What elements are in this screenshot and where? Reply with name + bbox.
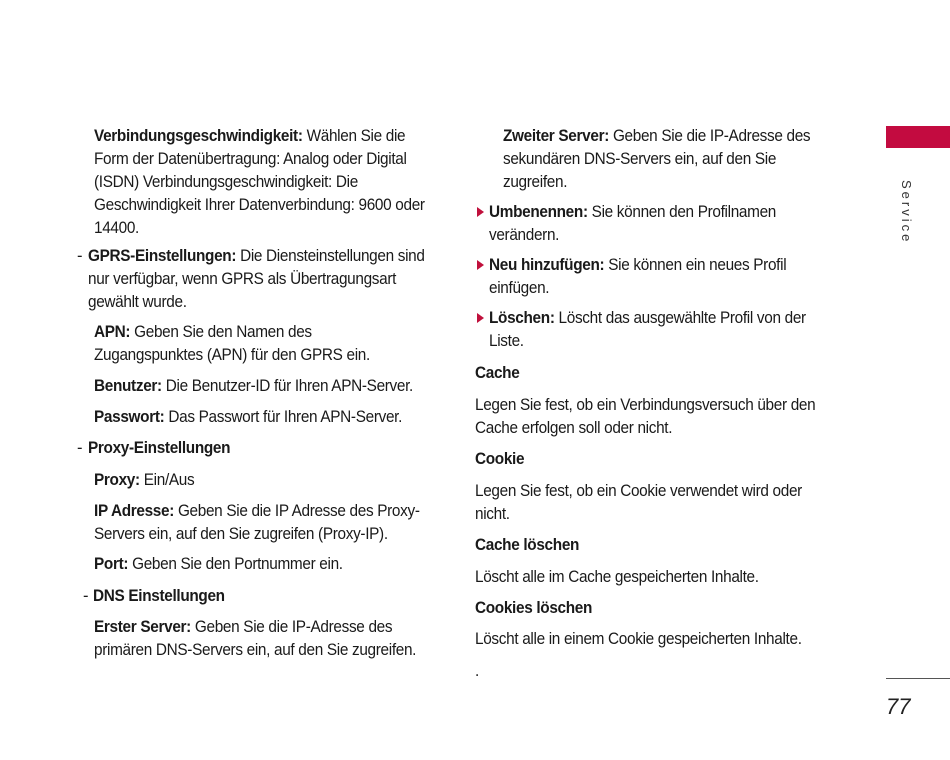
benutzer-paragraph [94,375,447,398]
erster-paragraph [94,616,443,662]
apn-term: APN: [94,323,131,341]
umbenennen-paragraph [489,201,805,247]
proxy-dash: - [77,439,83,457]
passwort-text: Das Passwort für Ihren APN-Server. [164,408,403,426]
neu-paragraph [489,254,810,300]
cookies-loeschen-text: Löscht alle in einem Cookie gespeicherten Inhalte. [475,630,802,648]
cache-text: Legen Sie fest, ob ein Verbindungsversuch über den Cache erfolgen soll oder nicht. [475,396,816,437]
dns-heading: DNS Einstellungen [93,587,225,605]
port-paragraph [94,553,447,576]
proxy-paragraph [94,469,373,492]
proxy-term: Proxy: [94,471,140,489]
cookie-heading: Cookie [475,450,525,468]
proxy-text: Ein/Aus [139,471,195,489]
dns-dash: - [83,587,89,605]
cookie-text: Legen Sie fest, ob ein Cookie verwendet wird oder nicht. [475,482,802,523]
loeschen-text: Löscht das ausgewählte Profil von der Liste. [489,309,806,350]
zweiter-text: Geben Sie die IP-Adresse des sekundären DNS-Servers ein, auf den Sie zugreifen. [503,127,811,191]
neu-term: Neu hinzufügen: [489,256,605,274]
neu-text: Sie können ein neues Profil einfügen. [489,256,787,297]
apn-text: Geben Sie den Namen des Zugangspunktes (APN) für den GPRS ein. [94,323,370,364]
cache-heading: Cache [475,364,520,382]
erster-text: Geben Sie die IP-Adresse des primären DNS-Servers ein, auf den Sie zugreifen. [94,618,417,659]
section-label: Service [899,180,914,245]
cookies-loeschen-heading: Cookies löschen [475,599,593,617]
triangle-right-icon [477,313,484,323]
triangle-right-icon [477,260,484,270]
triangle-right-icon [477,207,484,217]
zweiter-paragraph [503,125,829,194]
proxy-heading: Proxy-Einstellungen [88,439,231,457]
cache-loeschen-text: Löscht alle im Cache gespeicherten Inhalte. [475,568,759,586]
cache-loeschen-heading: Cache löschen [475,536,580,554]
gprs-dash: - [77,247,83,265]
ip-text: Geben Sie die IP Adresse des Proxy-Servers ein, auf den Sie zugreifen (Proxy-IP). [94,502,420,543]
zweiter-term: Zweiter Server: [503,127,610,145]
gprs-term: GPRS-Einstellungen: [88,247,237,265]
trailing-dot: . [475,662,479,680]
port-text: Geben Sie den Portnummer ein. [128,555,343,573]
apn-paragraph [94,321,401,367]
gprs-text: Die Diensteinstellungen sind nur verfügbar, wenn GPRS als Übertragungsart gewählt wurde. [88,247,425,311]
verbindung-paragraph [94,125,433,240]
loeschen-term: Löschen: [489,309,555,327]
erster-term: Erster Server: [94,618,191,636]
footer-rule [886,678,950,679]
page-number: 77 [886,694,911,719]
passwort-paragraph [94,406,447,429]
umbenennen-term: Umbenennen: [489,203,588,221]
umbenennen-text: Sie können den Profilnamen verändern. [489,203,777,244]
section-tab-bar [886,126,950,148]
ip-paragraph [94,500,436,546]
benutzer-term: Benutzer: [94,377,162,395]
passwort-term: Passwort: [94,408,165,426]
port-term: Port: [94,555,129,573]
gprs-paragraph [88,245,440,314]
verbindung-term: Verbindungsgeschwindigkeit: [94,127,303,145]
benutzer-text: Die Benutzer-ID für Ihren APN-Server. [161,377,413,395]
ip-term: IP Adresse: [94,502,175,520]
verbindung-text: Wählen Sie die Form der Datenübertragung: Analog oder Digital (ISDN) Verbindungsgeschwindigkeit: Die Geschwindigkeit Ihrer Datenverbindung: 9600 oder 14400. [94,127,425,237]
loeschen-paragraph [489,307,828,353]
